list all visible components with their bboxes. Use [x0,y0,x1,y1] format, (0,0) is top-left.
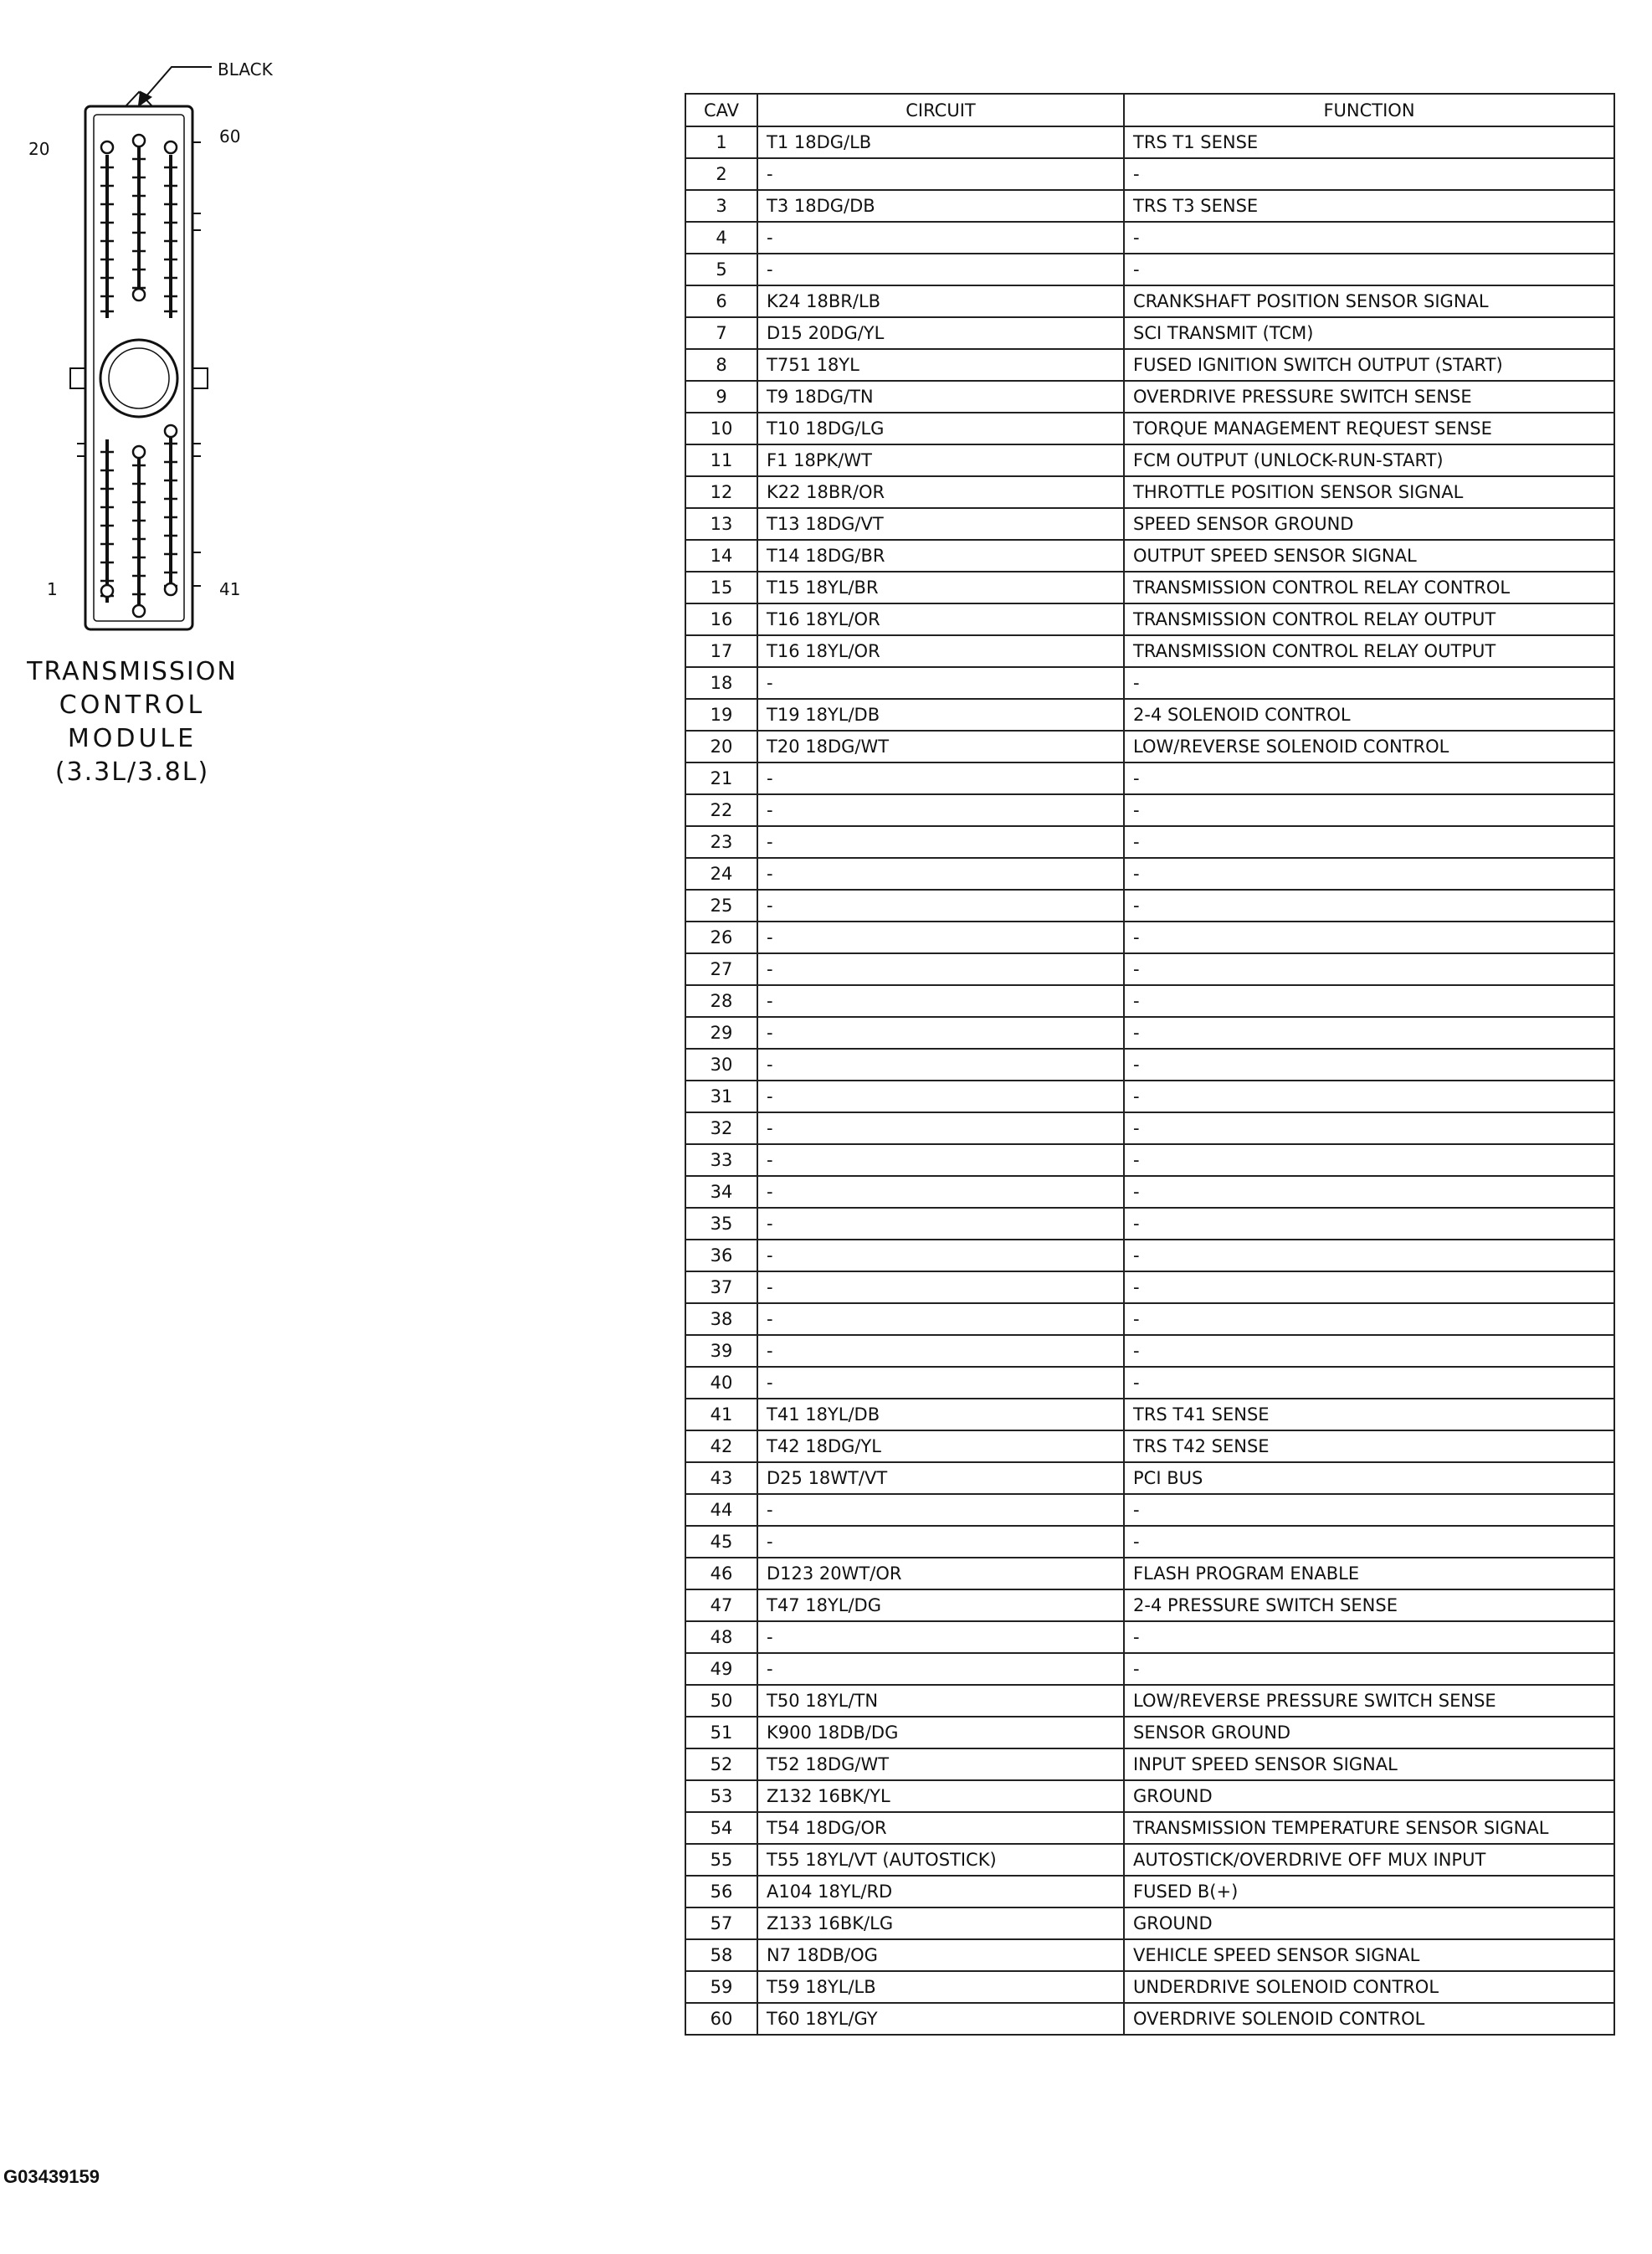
cav-cell: 31 [685,1081,757,1112]
circuit-cell: D15 20DG/YL [757,317,1124,349]
function-cell: - [1124,1144,1614,1176]
function-cell: - [1124,254,1614,285]
table-row [685,1112,1614,1144]
header-cav: CAV [685,94,757,126]
table-row [685,476,1614,508]
circuit-cell: - [757,1335,1124,1367]
circuit-cell: - [757,826,1124,858]
function-cell: FLASH PROGRAM ENABLE [1124,1558,1614,1589]
function-cell: SCI TRANSMIT (TCM) [1124,317,1614,349]
circuit-cell: - [757,985,1124,1017]
table-row [685,1494,1614,1526]
circuit-cell: D25 18WT/VT [757,1462,1124,1494]
table-row [685,731,1614,762]
function-cell: - [1124,222,1614,254]
function-cell: VEHICLE SPEED SENSOR SIGNAL [1124,1939,1614,1971]
circuit-cell: T3 18DG/DB [757,190,1124,222]
table-row [685,572,1614,603]
circuit-cell: T59 18YL/LB [757,1971,1124,2003]
table-row [685,1367,1614,1399]
cav-cell: 57 [685,1907,757,1939]
cav-cell: 30 [685,1049,757,1081]
circuit-cell: T10 18DG/LG [757,413,1124,444]
pin-label-41: 41 [219,579,241,599]
function-cell: - [1124,762,1614,794]
cav-cell: 14 [685,540,757,572]
circuit-cell: - [757,890,1124,922]
cav-cell: 4 [685,222,757,254]
caption-line-4: (3.3L/3.8L) [54,757,210,787]
table-row [685,381,1614,413]
table-row [685,1558,1614,1589]
table-row [685,1589,1614,1621]
caption-line-1: TRANSMISSION [27,657,238,686]
table-row [685,1971,1614,2003]
table-row [685,2003,1614,2035]
circuit-cell: - [757,1653,1124,1685]
cav-cell: 50 [685,1685,757,1717]
table-row [685,1462,1614,1494]
table-row [685,1876,1614,1907]
circuit-cell: N7 18DB/OG [757,1939,1124,1971]
function-cell: - [1124,1271,1614,1303]
cav-cell: 26 [685,922,757,953]
cav-cell: 10 [685,413,757,444]
circuit-cell: T1 18DG/LB [757,126,1124,158]
function-cell: TRANSMISSION CONTROL RELAY OUTPUT [1124,635,1614,667]
table-row [685,1653,1614,1685]
cav-cell: 47 [685,1589,757,1621]
circuit-cell: K900 18DB/DG [757,1717,1124,1748]
circuit-cell: T42 18DG/YL [757,1430,1124,1462]
table-row [685,1430,1614,1462]
circuit-cell: T60 18YL/GY [757,2003,1124,2035]
function-cell: TRS T41 SENSE [1124,1399,1614,1430]
table-row [685,1240,1614,1271]
table-row [685,222,1614,254]
function-cell: - [1124,1526,1614,1558]
cav-cell: 60 [685,2003,757,2035]
table-row [685,1335,1614,1367]
cav-cell: 9 [685,381,757,413]
function-cell: LOW/REVERSE SOLENOID CONTROL [1124,731,1614,762]
table-row [685,922,1614,953]
connector-diagram [0,0,351,820]
function-cell: TRANSMISSION CONTROL RELAY OUTPUT [1124,603,1614,635]
function-cell: - [1124,1367,1614,1399]
table-row [685,985,1614,1017]
cav-cell: 18 [685,667,757,699]
cav-cell: 5 [685,254,757,285]
table-row [685,1844,1614,1876]
circuit-cell: T13 18DG/VT [757,508,1124,540]
cav-cell: 23 [685,826,757,858]
function-cell: - [1124,1303,1614,1335]
cav-cell: 40 [685,1367,757,1399]
cav-cell: 24 [685,858,757,890]
table-row [685,1176,1614,1208]
circuit-cell: - [757,794,1124,826]
circuit-cell: - [757,158,1124,190]
circuit-cell: - [757,254,1124,285]
table-row [685,1208,1614,1240]
function-cell: TRS T3 SENSE [1124,190,1614,222]
function-cell: SENSOR GROUND [1124,1717,1614,1748]
table-row [685,1812,1614,1844]
table-row [685,126,1614,158]
cav-cell: 11 [685,444,757,476]
function-cell: - [1124,1017,1614,1049]
table-row [685,1685,1614,1717]
function-cell: - [1124,1494,1614,1526]
cav-cell: 29 [685,1017,757,1049]
table-row [685,890,1614,922]
circuit-cell: - [757,667,1124,699]
cav-cell: 41 [685,1399,757,1430]
function-cell: TRS T42 SENSE [1124,1430,1614,1462]
circuit-cell: - [757,762,1124,794]
table-row [685,667,1614,699]
caption-line-3: MODULE [67,724,198,753]
table-row [685,953,1614,985]
cav-cell: 6 [685,285,757,317]
circuit-cell: - [757,858,1124,890]
cav-cell: 15 [685,572,757,603]
table-row [685,858,1614,890]
color-leader-arrow [139,67,212,105]
table-row [685,1717,1614,1748]
cav-cell: 34 [685,1176,757,1208]
function-cell: - [1124,1112,1614,1144]
cav-cell: 59 [685,1971,757,2003]
circuit-cell: - [757,1017,1124,1049]
circuit-cell: D123 20WT/OR [757,1558,1124,1589]
cav-cell: 51 [685,1717,757,1748]
function-cell: TORQUE MANAGEMENT REQUEST SENSE [1124,413,1614,444]
function-cell: TRS T1 SENSE [1124,126,1614,158]
function-cell: - [1124,1049,1614,1081]
function-cell: - [1124,667,1614,699]
table-row [685,1621,1614,1653]
cav-cell: 48 [685,1621,757,1653]
circuit-cell: A104 18YL/RD [757,1876,1124,1907]
function-cell: - [1124,858,1614,890]
function-cell: OUTPUT SPEED SENSOR SIGNAL [1124,540,1614,572]
circuit-cell: - [757,1144,1124,1176]
function-cell: - [1124,922,1614,953]
circuit-cell: T9 18DG/TN [757,381,1124,413]
circuit-cell: - [757,1494,1124,1526]
circuit-cell: - [757,922,1124,953]
cav-cell: 13 [685,508,757,540]
circuit-cell: T50 18YL/TN [757,1685,1124,1717]
function-cell: FUSED B(+) [1124,1876,1614,1907]
circuit-cell: - [757,1176,1124,1208]
cav-cell: 20 [685,731,757,762]
cav-cell: 32 [685,1112,757,1144]
cav-cell: 55 [685,1844,757,1876]
table-row [685,1017,1614,1049]
table-row [685,699,1614,731]
cav-cell: 53 [685,1780,757,1812]
function-cell: - [1124,794,1614,826]
circuit-cell: T19 18YL/DB [757,699,1124,731]
figure-id: G03439159 [3,2166,100,2187]
function-cell: GROUND [1124,1907,1614,1939]
function-cell: - [1124,826,1614,858]
circuit-cell: - [757,953,1124,985]
function-cell: TRANSMISSION CONTROL RELAY CONTROL [1124,572,1614,603]
table-row [685,1399,1614,1430]
table-row [685,1303,1614,1335]
circuit-cell: T47 18YL/DG [757,1589,1124,1621]
function-cell: - [1124,890,1614,922]
function-cell: FCM OUTPUT (UNLOCK-RUN-START) [1124,444,1614,476]
table-row [685,1144,1614,1176]
function-cell: - [1124,158,1614,190]
table-row [685,794,1614,826]
cav-cell: 44 [685,1494,757,1526]
circuit-cell: - [757,1240,1124,1271]
circuit-cell: - [757,1526,1124,1558]
function-cell: OVERDRIVE SOLENOID CONTROL [1124,2003,1614,2035]
circuit-cell: T16 18YL/OR [757,635,1124,667]
circuit-cell: - [757,1621,1124,1653]
cav-cell: 43 [685,1462,757,1494]
cav-cell: 45 [685,1526,757,1558]
table-row [685,190,1614,222]
caption-line-2: CONTROL [59,691,206,720]
cav-cell: 21 [685,762,757,794]
function-cell: PCI BUS [1124,1462,1614,1494]
connector-color-label: BLACK [218,59,273,80]
cav-cell: 17 [685,635,757,667]
pin-label-60: 60 [219,126,241,146]
table-row [685,254,1614,285]
cav-cell: 56 [685,1876,757,1907]
cav-cell: 37 [685,1271,757,1303]
cav-cell: 49 [685,1653,757,1685]
cav-cell: 1 [685,126,757,158]
function-cell: OVERDRIVE PRESSURE SWITCH SENSE [1124,381,1614,413]
circuit-cell: - [757,1049,1124,1081]
function-cell: - [1124,1176,1614,1208]
circuit-cell: Z132 16BK/YL [757,1780,1124,1812]
function-cell: - [1124,985,1614,1017]
table-header-row [685,94,1614,126]
table-row [685,508,1614,540]
function-cell: - [1124,1335,1614,1367]
circuit-cell: - [757,1112,1124,1144]
cav-cell: 38 [685,1303,757,1335]
table-row [685,1526,1614,1558]
circuit-cell: T55 18YL/VT (AUTOSTICK) [757,1844,1124,1876]
table-row [685,603,1614,635]
pin-columns [107,138,171,615]
cav-cell: 52 [685,1748,757,1780]
circuit-cell: - [757,1271,1124,1303]
circuit-cell: T52 18DG/WT [757,1748,1124,1780]
circuit-cell: T41 18YL/DB [757,1399,1124,1430]
circuit-cell: K24 18BR/LB [757,285,1124,317]
function-cell: CRANKSHAFT POSITION SENSOR SIGNAL [1124,285,1614,317]
cav-cell: 25 [685,890,757,922]
circuit-cell: T14 18DG/BR [757,540,1124,572]
circuit-cell: - [757,1303,1124,1335]
cav-cell: 35 [685,1208,757,1240]
function-cell: 2-4 PRESSURE SWITCH SENSE [1124,1589,1614,1621]
table-row [685,285,1614,317]
function-cell: FUSED IGNITION SWITCH OUTPUT (START) [1124,349,1614,381]
pin-label-20: 20 [28,139,50,159]
cav-cell: 42 [685,1430,757,1462]
circuit-cell: T15 18YL/BR [757,572,1124,603]
circuit-cell: T16 18YL/OR [757,603,1124,635]
function-cell: - [1124,953,1614,985]
cav-cell: 46 [685,1558,757,1589]
function-cell: UNDERDRIVE SOLENOID CONTROL [1124,1971,1614,2003]
header-circuit: CIRCUIT [757,94,1124,126]
circuit-cell: T54 18DG/OR [757,1812,1124,1844]
connector-caption [26,657,238,787]
table-row [685,1780,1614,1812]
cav-cell: 54 [685,1812,757,1844]
cav-cell: 3 [685,190,757,222]
table-row [685,444,1614,476]
table-row [685,413,1614,444]
circuit-cell: T20 18DG/WT [757,731,1124,762]
cav-cell: 58 [685,1939,757,1971]
table-row [685,540,1614,572]
cav-cell: 27 [685,953,757,985]
function-cell: - [1124,1208,1614,1240]
function-cell: TRANSMISSION TEMPERATURE SENSOR SIGNAL [1124,1812,1614,1844]
function-cell: AUTOSTICK/OVERDRIVE OFF MUX INPUT [1124,1844,1614,1876]
circuit-cell: K22 18BR/OR [757,476,1124,508]
table-row [685,1907,1614,1939]
cav-cell: 33 [685,1144,757,1176]
table-row [685,1271,1614,1303]
cav-cell: 36 [685,1240,757,1271]
table-row [685,826,1614,858]
table-row [685,1081,1614,1112]
cav-cell: 39 [685,1335,757,1367]
function-cell: 2-4 SOLENOID CONTROL [1124,699,1614,731]
header-function: FUNCTION [1124,94,1614,126]
cav-cell: 28 [685,985,757,1017]
function-cell: LOW/REVERSE PRESSURE SWITCH SENSE [1124,1685,1614,1717]
table-row [685,1939,1614,1971]
table-row [685,349,1614,381]
cav-cell: 19 [685,699,757,731]
cav-cell: 16 [685,603,757,635]
table-row [685,317,1614,349]
cav-cell: 12 [685,476,757,508]
cav-cell: 2 [685,158,757,190]
circuit-cell: T751 18YL [757,349,1124,381]
pin-label-1: 1 [47,579,58,599]
table-body [685,126,1614,2035]
cav-cell: 22 [685,794,757,826]
circuit-cell: - [757,1208,1124,1240]
function-cell: SPEED SENSOR GROUND [1124,508,1614,540]
pinout-table [685,93,1615,2036]
function-cell: - [1124,1240,1614,1271]
circuit-cell: - [757,222,1124,254]
table-row [685,635,1614,667]
function-cell: INPUT SPEED SENSOR SIGNAL [1124,1748,1614,1780]
circuit-cell: - [757,1081,1124,1112]
function-cell: - [1124,1621,1614,1653]
cav-cell: 8 [685,349,757,381]
function-cell: - [1124,1653,1614,1685]
circuit-cell: Z133 16BK/LG [757,1907,1124,1939]
table-row [685,1748,1614,1780]
table-row [685,158,1614,190]
function-cell: GROUND [1124,1780,1614,1812]
function-cell: - [1124,1081,1614,1112]
function-cell: THROTTLE POSITION SENSOR SIGNAL [1124,476,1614,508]
circuit-cell: F1 18PK/WT [757,444,1124,476]
table-row [685,762,1614,794]
circuit-cell: - [757,1367,1124,1399]
cav-cell: 7 [685,317,757,349]
table-row [685,1049,1614,1081]
